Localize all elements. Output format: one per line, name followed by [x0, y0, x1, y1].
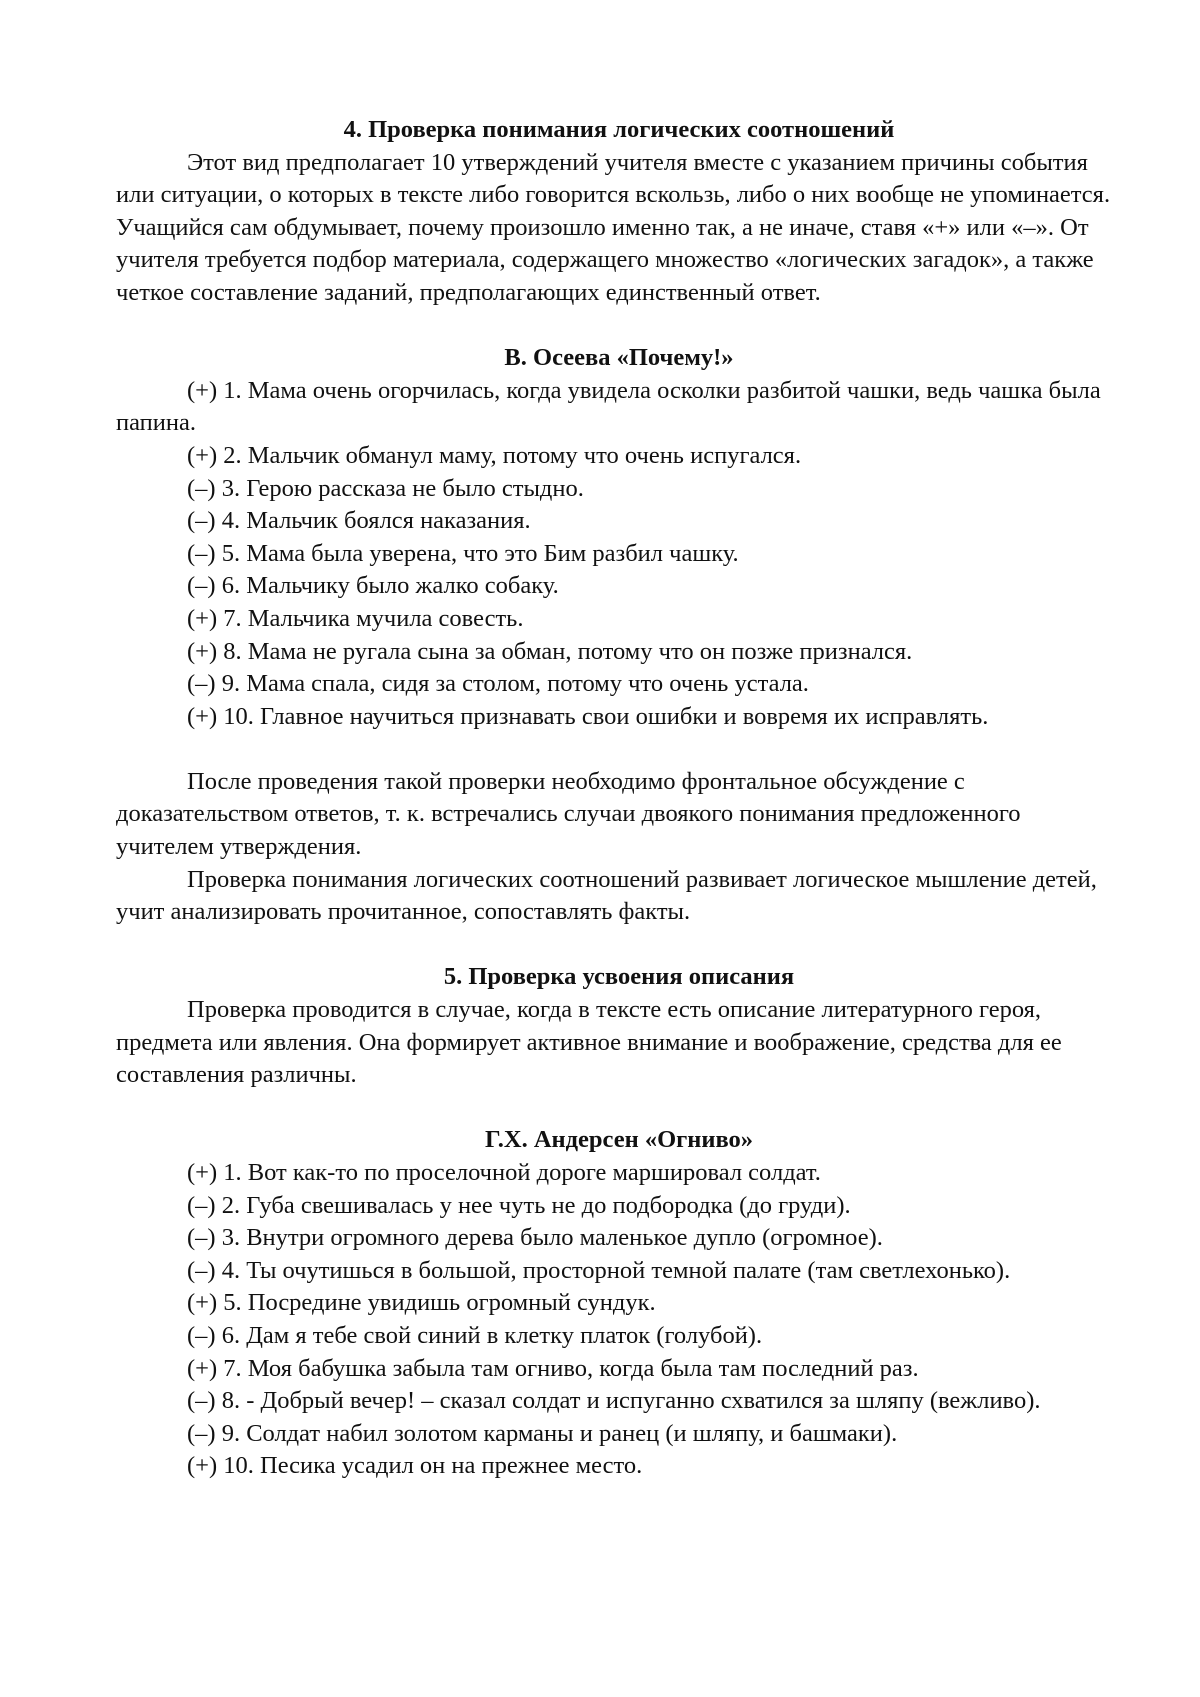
list-item: (+) 5. Посредине увидишь огромный сундук.	[187, 1289, 656, 1317]
list-item: (–) 4. Ты очутишься в большой, просторной темной палате (там светлехонько).	[187, 1256, 1011, 1284]
list-item: (+) 8. Мама не ругала сына за обман, потому что он позже признался.	[187, 637, 913, 665]
spacer	[116, 1092, 1122, 1125]
list-item: (–) 6. Дам я тебе свой синий в клетку платок (голубой).	[187, 1321, 763, 1349]
list-item: (–) 9. Солдат набил золотом карманы и ранец (и шляпу, и башмаки).	[187, 1419, 898, 1447]
section-5-intro: Проверка проводится в случае, когда в тексте есть описание литературного героя, предмета или явления. Она формирует активное внимание и воображение, средства для ее составления различны.	[116, 996, 1062, 1089]
list-item: (+) 1. Вот как-то по проселочной дороге маршировал солдат.	[187, 1159, 821, 1186]
spacer	[116, 310, 1122, 343]
section-5-example-title: Г.Х. Андерсен «Огниво»	[484, 1126, 754, 1154]
spacer	[116, 733, 1122, 766]
list-item: (–) 2. Губа свешивалась у нее чуть не до подбородка (до груди).	[187, 1191, 851, 1219]
list-item: (–) 4. Мальчик боялся наказания.	[187, 507, 531, 535]
section-4-intro: Этот вид предполагает 10 утверждений учителя вместе с указанием причины события или ситуации, о которых в тексте либо говорится вскользь, либо о них вообще не упоминается. Учащийся сам обдумывает, почему произошло именно так, а не иначе, ставя «+» или «–». От учителя требуется подбор материала, содержащего множество «логических загадок», а также четкое составление заданий, предполагающих единственный ответ.	[116, 148, 1111, 306]
section-4-conclusion: Проверка понимания логических соотношений развивает логическое мышление детей, учит анализировать прочитанное, сопоставлять факты.	[116, 865, 1097, 926]
spacer	[116, 929, 1122, 962]
list-item: (+) 10. Главное научиться признавать свои ошибки и вовремя их исправлять.	[187, 702, 989, 730]
list-item: (–) 3. Внутри огромного дерева было маленькое дупло (огромное).	[187, 1224, 883, 1252]
list-item: (–) 9. Мама спала, сидя за столом, потому что очень устала.	[187, 670, 809, 698]
list-item: (+) 7. Моя бабушка забыла там огниво, когда была там последний раз.	[187, 1354, 919, 1382]
list-item: (–) 6. Мальчику было жалко собаку.	[187, 572, 559, 600]
document-page	[116, 114, 1122, 1483]
list-item: (–) 3. Герою рассказа не было стыдно.	[187, 474, 584, 502]
section-4-heading: 4. Проверка понимания логических соотношений	[343, 116, 895, 143]
list-item: (+) 10. Песика усадил он на прежнее место.	[187, 1452, 643, 1480]
list-item: (+) 2. Мальчик обманул маму, потому что очень испугался.	[187, 441, 802, 469]
section-4-discussion: После проведения такой проверки необходимо фронтальное обсуждение с доказательством ответов, т. к. встречались случаи двоякого понимания предложенного учителем утверждения.	[116, 767, 1021, 861]
list-item: (+) 7. Мальчика мучила совесть.	[187, 604, 524, 632]
section-5-heading: 5. Проверка усвоения описания	[443, 963, 795, 991]
list-item: (–) 5. Мама была уверена, что это Бим разбил чашку.	[187, 539, 739, 567]
section-4-example-title: В. Осеева «Почему!»	[504, 344, 734, 372]
list-item: (+) 1. Мама очень огорчилась, когда увидела осколки разбитой чашки, ведь чашка была папина.	[116, 376, 1101, 437]
list-item: (–) 8. - Добрый вечер! – сказал солдат и испуганно схватился за шляпу (вежливо).	[187, 1387, 1041, 1415]
